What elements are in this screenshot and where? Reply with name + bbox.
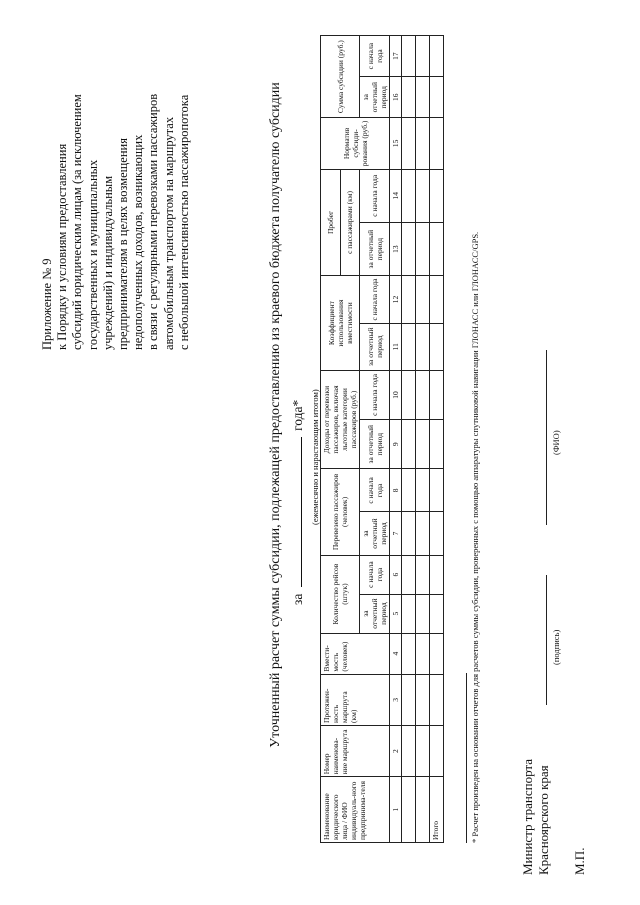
appendix-line: предпринимателям в целях возмещения	[116, 138, 131, 350]
appendix-line: к Порядку и условиям предоставления	[55, 143, 70, 350]
appendix-line: автомобильным транспортом на маршрутах	[161, 116, 176, 350]
header-norm: Норматив субсиди-рования (руб.)	[321, 118, 390, 169]
footnote: * Расчет произведен на основании отчетов для расчетов суммы субсидии, проверенных с помощью аппаратуры спутниковой навигации ГЛОНАСС или ГЛОНАСС/GPS.	[470, 231, 480, 843]
column-number: 16	[390, 77, 402, 118]
header-route: Номер наименова-ние маршрута	[321, 725, 390, 776]
column-number: 3	[390, 674, 402, 725]
minister-title	[520, 759, 552, 875]
stamp-place: М.П.	[572, 847, 587, 875]
total-row	[430, 36, 444, 843]
period-blank	[301, 437, 302, 587]
table-row	[416, 36, 430, 843]
subheader-period: за отчетный период	[360, 77, 390, 118]
signature-label: (подпись)	[551, 629, 561, 665]
column-number: 12	[390, 276, 402, 323]
column-number: 10	[390, 370, 402, 419]
document-title: Уточненный расчет суммы субсидии, подлежащей предоставлению из краевого бюджета получателю субсидии	[268, 82, 283, 748]
fio-label: (ФИО)	[551, 430, 561, 455]
column-number: 15	[390, 118, 402, 169]
header-capacity: Вмести-мость (человек)	[321, 633, 390, 674]
subheader-year: с начала года	[360, 276, 390, 323]
period-suffix: года*	[290, 399, 305, 431]
header-trips: Количество рейсов (штук)	[321, 555, 360, 633]
period-note: (ежемесячно и нарастающим итогом)	[310, 389, 320, 525]
header-mileage: Пробег	[321, 169, 341, 276]
subheader-period: за отчетный период	[360, 594, 390, 633]
subheader-year: с начала года	[360, 555, 390, 594]
appendix-line: недополученных доходов, возникающих	[131, 134, 146, 350]
header-coefficient: Коэффициент использования вместимости	[321, 276, 360, 370]
fio-line	[546, 350, 547, 525]
column-number: 8	[390, 469, 402, 512]
header-route-length: Протяжен-ность маршрута (км)	[321, 674, 390, 725]
header-mileage-sub: с пассажирами (км)	[340, 169, 360, 276]
header-passengers: Перевезено пассажиров (человек)	[321, 469, 360, 555]
column-number: 7	[390, 512, 402, 555]
column-number: 5	[390, 594, 402, 633]
subheader-period: за отчетный период	[360, 512, 390, 555]
period-prefix: за	[290, 593, 305, 605]
column-number: 13	[390, 222, 402, 275]
appendix-line: государственных и муниципальных	[85, 159, 100, 350]
footnote-divider	[466, 673, 467, 843]
appendix-line: с небольшой интенсивностью пассажиропотока	[176, 94, 191, 350]
column-number: 9	[390, 420, 402, 469]
appendix-line: субсидий юридическим лицам (за исключением	[70, 94, 85, 350]
column-number: 2	[390, 725, 402, 776]
header-subsidy-sum: Сумма субсидии (руб.)	[321, 36, 360, 118]
column-number: 4	[390, 633, 402, 674]
column-number: 1	[390, 777, 402, 843]
subheader-year: с начала года	[360, 169, 390, 222]
column-number: 14	[390, 169, 402, 222]
column-number: 17	[390, 36, 402, 77]
appendix-line: учреждений) и индивидуальным	[100, 175, 115, 350]
subheader-year: с начала года	[360, 370, 390, 419]
column-number: 6	[390, 555, 402, 594]
table-row	[402, 36, 416, 843]
subheader-period: за отчетный период	[360, 420, 390, 469]
minister-line: Красноярского края	[536, 765, 551, 875]
appendix-line: Приложение № 9	[40, 258, 54, 350]
appendix-line: в связи с регулярными перевозками пассажиров	[146, 93, 161, 350]
appendix-header	[40, 20, 192, 350]
total-label: Итого	[430, 777, 444, 843]
minister-line: Министр транспорта	[520, 758, 535, 875]
header-legal-entity: Наименование юридического лица / ФИО индивидуаль-ного предпринима-теля	[321, 777, 390, 843]
period-line	[290, 265, 306, 605]
header-income: Доходы от перевозки пассажиров, включая льготные категории пассажиров (руб.)	[321, 370, 360, 469]
subheader-period: за отчетный период	[360, 323, 390, 370]
subsidy-table	[320, 35, 444, 843]
subheader-period: за отчетный период	[360, 222, 390, 275]
signature-line	[546, 575, 547, 705]
subheader-year: с начала года	[360, 36, 390, 77]
subheader-year: с начала года	[360, 469, 390, 512]
column-number: 11	[390, 323, 402, 370]
